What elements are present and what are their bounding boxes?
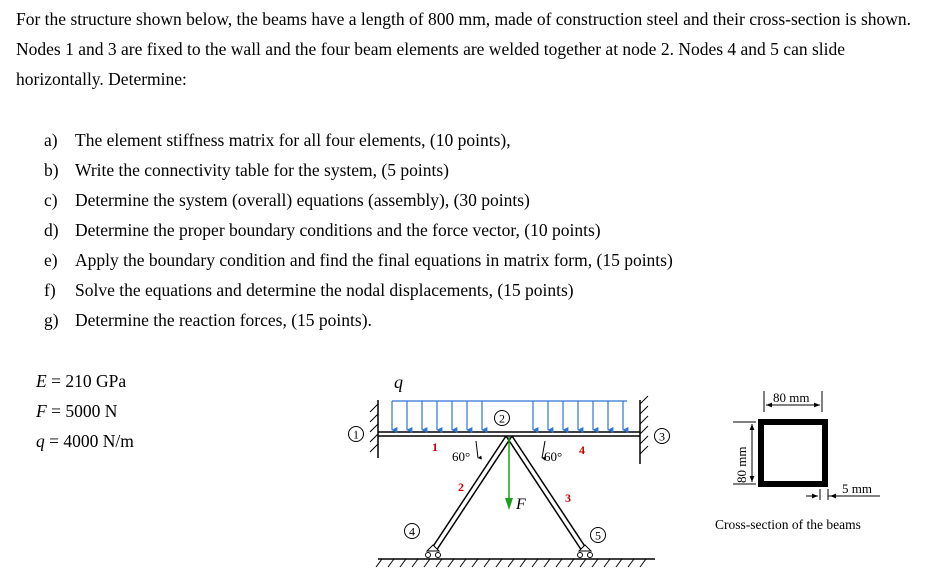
task-label: d) [44, 220, 59, 240]
task-label: c) [44, 190, 58, 210]
cross-section-width-label: 80 mm [773, 390, 810, 405]
node-1 [349, 427, 364, 442]
node-2 [495, 411, 510, 426]
node-5-label: 5 [595, 528, 601, 543]
node-3 [655, 429, 670, 444]
task-label: g) [44, 310, 59, 330]
task-text: Determine the reaction forces, (15 points). [75, 310, 372, 330]
task-text: Solve the equations and determine the nodal displacements, (15 points) [75, 280, 574, 300]
element-3-label: 3 [565, 491, 571, 505]
task-label: b) [44, 160, 59, 180]
horizontal-beam [378, 432, 640, 436]
node-3-label: 3 [659, 429, 665, 444]
node-4-label: 4 [409, 524, 415, 539]
load-label: q [394, 372, 403, 392]
youngs-modulus-value: = 210 GPa [51, 371, 127, 391]
task-text: The element stiffness matrix for all four elements, (10 points), [75, 130, 511, 150]
force-arrow [505, 437, 513, 510]
symbol-f: F [36, 401, 47, 421]
right-wall [640, 396, 648, 464]
left-wall [370, 400, 378, 458]
element-2-label: 2 [458, 480, 464, 494]
ground [376, 559, 655, 567]
distributed-load-value: = 4000 N/m [49, 431, 134, 451]
applied-force-value: = 5000 N [51, 401, 118, 421]
node-2-label: 2 [499, 411, 505, 426]
force-label: F [516, 496, 526, 513]
task-label: a) [44, 130, 58, 150]
element-4-label: 4 [579, 443, 585, 457]
problem-intro: For the structure shown below, the beams have a length of 800 mm, made of construction steel and their cross-section is shown. Nodes 1 and 3 are fixed to the wall and the four beam elements are welded together at node 2. Nodes 4 and 5 can slide horizontally. Determine: [16, 9, 912, 89]
cross-section-thickness-label: 5 mm [842, 481, 872, 496]
task-label: f) [44, 280, 56, 300]
angle-left-label: 60° [452, 449, 471, 464]
task-text: Determine the system (overall) equations (assembly), (30 points) [75, 190, 530, 210]
task-text: Determine the proper boundary conditions and the force vector, (10 points) [75, 220, 601, 240]
task-text: Apply the boundary condition and find the final equations in matrix form, (15 points) [75, 250, 673, 270]
symbol-e: E [36, 371, 47, 391]
node-5 [591, 528, 606, 543]
node-4 [405, 524, 420, 539]
cross-section-height-label: 80 mm [734, 446, 749, 483]
element-1-label: 1 [432, 440, 438, 454]
node-1-label: 1 [353, 427, 359, 442]
task-text: Write the connectivity table for the system, (5 points) [75, 160, 449, 180]
cross-section-caption: Cross-section of the beams [715, 517, 861, 532]
task-label: e) [44, 250, 58, 270]
angle-right-label: 60° [544, 449, 563, 464]
symbol-q: q [36, 431, 45, 451]
